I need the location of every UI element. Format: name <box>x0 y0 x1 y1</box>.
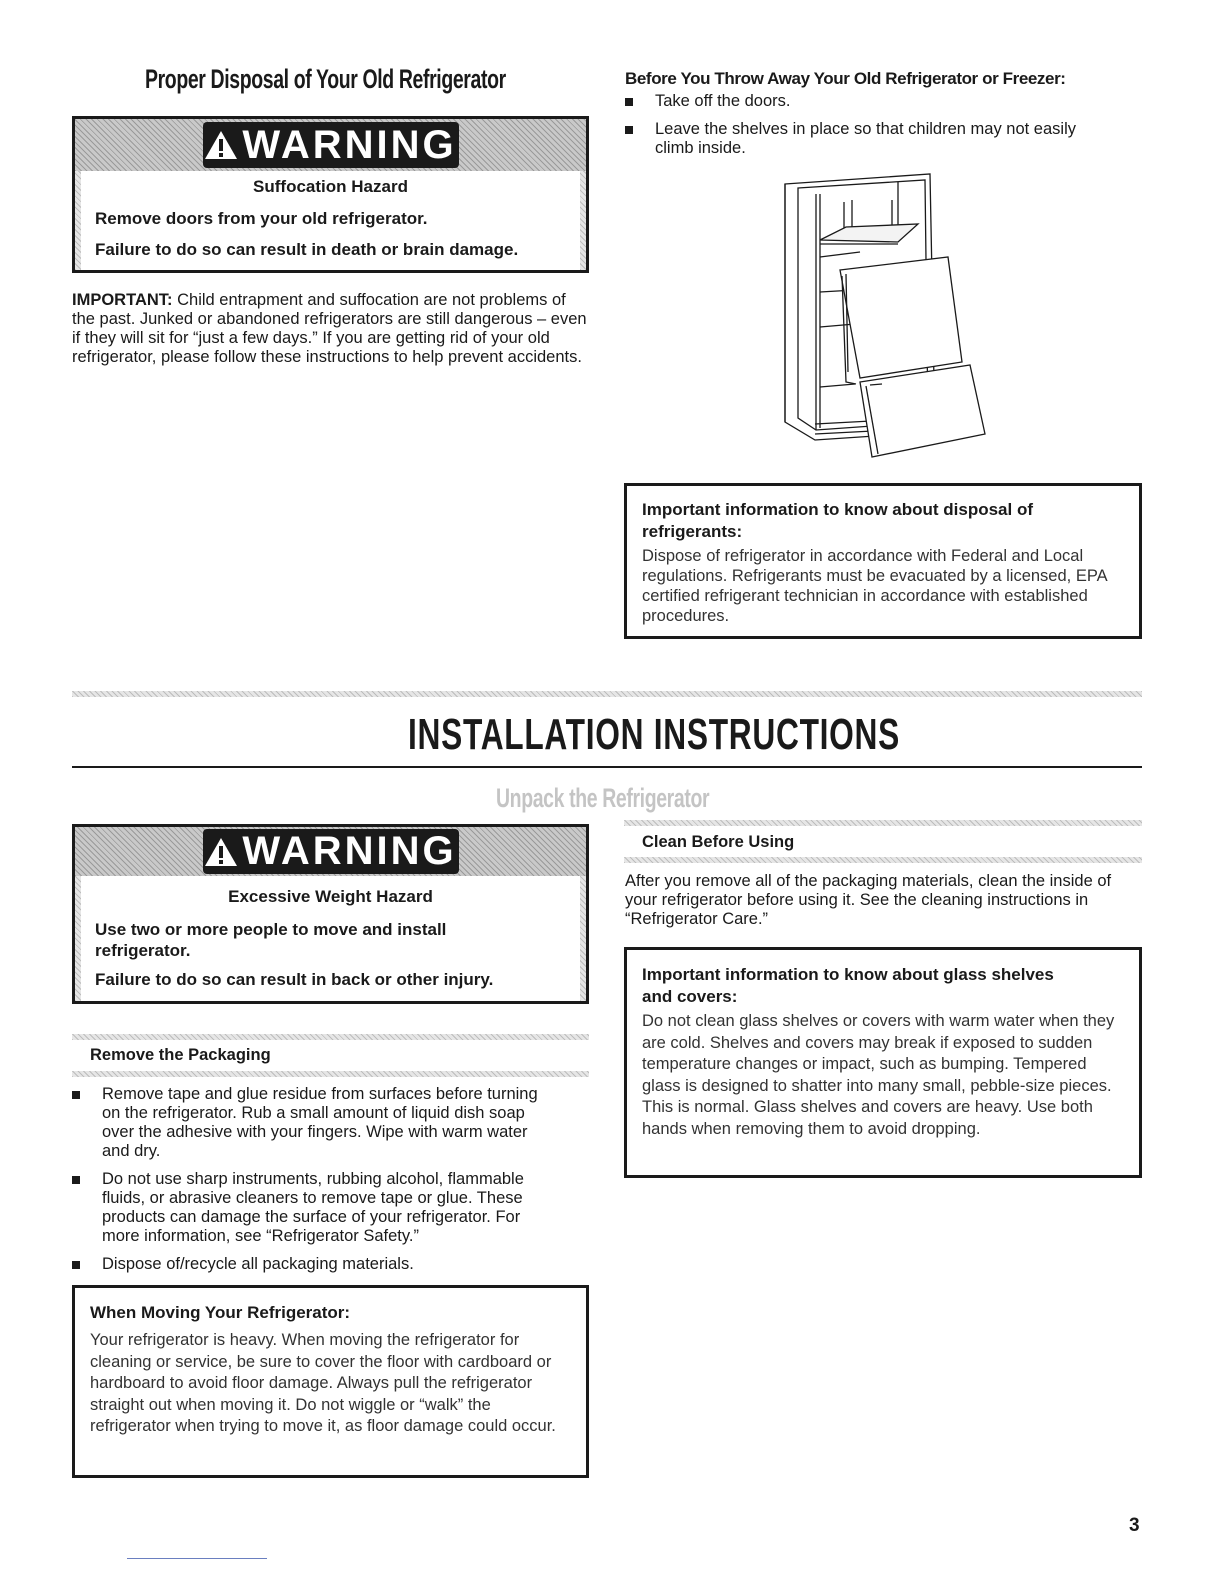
refrigerants-heading: Important information to know about disposal of refrigerants: <box>642 500 1033 541</box>
clean-heading: Clean Before Using <box>642 833 795 851</box>
warning-line-1: Use two or more people to move and install refrigerator. <box>95 920 447 960</box>
packaging-heading-bar-bottom <box>72 1071 589 1077</box>
warning-word: WARNING <box>242 829 457 873</box>
warning-line-2: Failure to do so can result in back or other injury. <box>95 970 494 989</box>
weight-warning-box <box>72 824 589 1004</box>
installation-rule <box>72 766 1142 768</box>
refrigerants-info-box <box>624 483 1142 639</box>
warning-triangle-icon <box>204 130 238 160</box>
square-bullet-icon <box>625 126 633 134</box>
list-item: Do not use sharp instruments, rubbing alcohol, flammable fluids, or abrasive cleaners to remove tape or glue. These products can damage the surface of your refrigerator. For more information, see “Refrigerator Safety.” <box>72 1170 562 1246</box>
list-item: Leave the shelves in place so that children may not easily climb inside. <box>625 120 1115 158</box>
packaging-heading: Remove the Packaging <box>90 1046 271 1064</box>
list-item: Remove tape and glue residue from surfaces before turning on the refrigerator. Rub a small amount of liquid dish soap over the adhesive with your fingers. Wipe with warm water and dry. <box>72 1085 542 1161</box>
warning-body <box>75 876 586 1001</box>
square-bullet-icon <box>625 98 633 106</box>
glass-info-box <box>624 947 1142 1178</box>
packaging-list <box>72 1085 572 1274</box>
before-throw-list <box>625 92 1135 158</box>
unpack-subtitle: Unpack the Refrigerator <box>496 783 710 813</box>
packaging-heading-bar-top <box>72 1034 589 1040</box>
important-label: IMPORTANT: <box>72 291 173 309</box>
clean-heading-bar-top <box>624 820 1142 826</box>
warning-hazard: Excessive Weight Hazard <box>228 887 433 906</box>
list-item: Take off the doors. <box>625 92 1135 111</box>
refrigerator-doors-removed-illustration <box>780 172 990 462</box>
warning-banner <box>75 119 586 171</box>
refrigerants-text: Dispose of refrigerator in accordance with Federal and Local regulations. Refrigerants must be evacuated by a licensed, EPA certified refrigerant technician in accordance with established procedures. <box>642 547 1107 625</box>
warning-label <box>203 829 459 874</box>
glass-text: Do not clean glass shelves or covers with warm water when they are cold. Shelves and covers may break if exposed to sudden temperature changes or impact, such as bumping. Tempered glass is designed to shatter into many small, pebble-size pieces. This is normal. Glass shelves and covers are heavy. Use both hands when removing them to avoid dropping. <box>642 1012 1115 1138</box>
before-throw-heading: Before You Throw Away Your Old Refrigerator or Freezer: <box>625 69 1066 88</box>
clean-text: After you remove all of the packaging materials, clean the inside of your refrigerator before using it. See the cleaning instructions in “Refrigerator Care.” <box>625 872 1112 928</box>
disposal-title: Proper Disposal of Your Old Refrigerator <box>145 64 506 94</box>
warning-label <box>203 122 459 168</box>
footer-link-line <box>127 1558 267 1559</box>
warning-line-1: Remove doors from your old refrigerator. <box>95 209 428 228</box>
clean-heading-bar-bottom <box>624 857 1142 863</box>
warning-hazard: Suffocation Hazard <box>253 177 408 196</box>
important-paragraph <box>72 291 590 367</box>
warning-body <box>75 171 586 270</box>
warning-line-2: Failure to do so can result in death or brain damage. <box>95 240 519 259</box>
moving-info-box <box>72 1285 589 1478</box>
list-item: Dispose of/recycle all packaging materials. <box>72 1255 572 1274</box>
section-divider-bar <box>72 691 1142 697</box>
square-bullet-icon <box>72 1176 80 1184</box>
important-text: Child entrapment and suffocation are not problems of the past. Junked or abandoned refrigerators are still dangerous – even if they will sit for “just a few days.” If you are getting rid of your old refrigerator, please follow these instructions to help prevent accidents. <box>72 291 587 366</box>
suffocation-warning-box <box>72 116 589 273</box>
page-number: 3 <box>1129 1515 1140 1536</box>
square-bullet-icon <box>72 1091 80 1099</box>
moving-heading: When Moving Your Refrigerator: <box>90 1303 351 1322</box>
square-bullet-icon <box>72 1261 80 1269</box>
moving-text: Your refrigerator is heavy. When moving the refrigerator for cleaning or service, be sure to cover the floor with cardboard or hardboard to avoid floor damage. Always pull the refrigerator straight out when moving it. Do not wiggle or “walk” the refrigerator when trying to move it, as floor damage could occur. <box>90 1331 556 1435</box>
warning-word: WARNING <box>242 122 457 167</box>
installation-title: INSTALLATION INSTRUCTIONS <box>408 710 900 759</box>
warning-triangle-icon <box>204 837 238 867</box>
glass-heading: Important information to know about glass shelves and covers: <box>642 965 1054 1006</box>
warning-banner <box>75 827 586 876</box>
